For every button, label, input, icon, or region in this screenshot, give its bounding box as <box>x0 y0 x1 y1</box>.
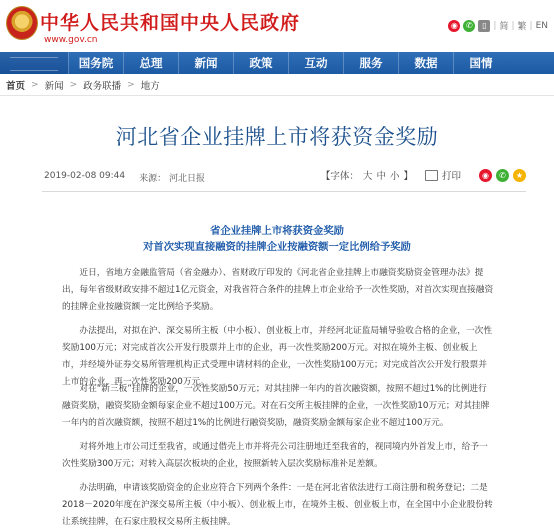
national-emblem-icon[interactable] <box>6 6 38 40</box>
site-url: www.gov.cn <box>44 35 98 45</box>
breadcrumb <box>6 78 160 92</box>
article-paragraph: 近日，省地方金融监管局（省金融办）、省财政厅印发的《河北省企业挂牌上市融资奖励资金管理办法》提出，每年省级财政安排不超过1亿元资金，对我省符合条件的挂牌上市企业给予一次性奖励，对首次实现直接融资的挂牌企业按融资额一定比例给予奖励。 <box>62 268 494 312</box>
divider <box>0 95 554 96</box>
nav-filler <box>508 52 554 74</box>
weibo-icon[interactable]: ◉ <box>448 20 460 32</box>
separator: | <box>529 20 533 31</box>
nav-item-interaction[interactable]: 互动 <box>288 52 343 74</box>
simplified-chinese-link[interactable]: 简 <box>499 22 509 32</box>
nav-item-data[interactable]: 数据 <box>398 52 453 74</box>
breadcrumb-local[interactable]: 地方 <box>140 81 160 92</box>
article-paragraph: 办法提出，对拟在沪、深交易所主板（中小板）、创业板上市，并经河北证监局辅导验收合格的企业，一次性奖励100万元；对完成首次公开发行股票并上市的企业，再一次性奖励200万元。对拟在境外主板、创业板上市，并经境外证券交易所管理机构正式受理申请材料的企业，一次性奖励100万元；对完成首次公开发行股票并上市的企业，再一次性奖励200万元。 <box>62 326 493 387</box>
publish-date: 2019-02-08 09:44 <box>44 171 126 181</box>
font-size-small[interactable]: 小 <box>389 171 400 182</box>
font-size-medium[interactable]: 中 <box>376 171 386 182</box>
traditional-chinese-link[interactable]: 繁 <box>517 22 527 32</box>
separator: | <box>511 20 515 31</box>
article-subhead: 省企业挂牌上市将获资金奖励 <box>210 225 344 237</box>
separator: | <box>493 20 497 31</box>
nav-item-premier[interactable]: 总理 <box>123 52 178 74</box>
article-meta <box>44 171 205 184</box>
article-subhead: 对首次实现直接融资的挂牌企业按融资额一定比例给予奖励 <box>143 241 411 253</box>
article-paragraph: 对在“新三板”挂牌的企业，一次性奖励50万元；对其挂牌一年内的首次融资额，按照不超过1%的比例进行融资奖励，融资奖励金额每家企业不超过100万元。对在石交所主板挂牌的企业，一次性奖励10万元；对其挂牌一年内的首次融资额，按照不超过1%的比例进行融资奖励，融资奖励金额每家企业不超过100万元。 <box>62 384 490 428</box>
breadcrumb-separator: > <box>31 80 39 90</box>
header-tools <box>448 19 548 32</box>
nav-item-national-info[interactable]: 国情 <box>453 52 508 74</box>
article-paragraph: 对将外地上市公司迁至我省，或通过借壳上市并将壳公司注册地迁至我省的，视同境内外首发上市，给予一次性奖励300万元；对转入高层次板块的企业，按照新转入层次奖励标准补足差额。 <box>62 442 488 469</box>
qzone-share-icon[interactable]: ★ <box>513 169 526 182</box>
wechat-share-icon[interactable]: ✆ <box>496 169 509 182</box>
breadcrumb-home[interactable]: 首页 <box>6 81 26 92</box>
breadcrumb-gov-broadcast[interactable]: 政务联播 <box>83 81 122 92</box>
article-source: 来源： 河北日报 <box>139 174 205 184</box>
mobile-icon[interactable]: ▯ <box>478 20 490 32</box>
breadcrumb-separator: > <box>127 80 135 90</box>
breadcrumb-news[interactable]: 新闻 <box>44 81 64 92</box>
nav-item-news[interactable]: 新闻 <box>178 52 233 74</box>
article-title: 河北省企业挂牌上市将获资金奖励 <box>115 125 439 149</box>
divider <box>42 191 526 192</box>
print-icon[interactable] <box>425 170 438 181</box>
nav-item-services[interactable]: 服务 <box>343 52 398 74</box>
weibo-share-icon[interactable]: ◉ <box>479 169 492 182</box>
breadcrumb-separator: > <box>69 80 78 90</box>
wechat-icon[interactable]: ✆ <box>463 20 475 32</box>
english-link[interactable]: EN <box>535 20 548 31</box>
article-tools <box>321 168 526 182</box>
nav-item-policy[interactable]: 政策 <box>233 52 288 74</box>
site-header <box>0 0 554 52</box>
font-size-close: 】 <box>403 171 413 182</box>
article-paragraph: 办法明确，申请该奖励资金的企业应符合下列两个条件：一是在河北省依法进行工商注册和税务登记；二是2018－2020年度在沪深交易所主板（中小板）、创业板上市，在境外主板、创业板上市，在全国中小企业股份转让系统挂牌，在石家庄股权交易所主板挂牌。 <box>62 483 493 527</box>
font-size-label: 【字体： <box>320 171 359 182</box>
nav-item-state-council[interactable]: 国务院 <box>68 52 123 74</box>
nav-decoration <box>0 52 68 74</box>
print-link[interactable]: 打印 <box>441 171 461 182</box>
font-size-large[interactable]: 大 <box>362 171 373 182</box>
main-nav <box>0 52 554 74</box>
site-title[interactable]: 中华人民共和国中央人民政府 <box>40 12 301 34</box>
